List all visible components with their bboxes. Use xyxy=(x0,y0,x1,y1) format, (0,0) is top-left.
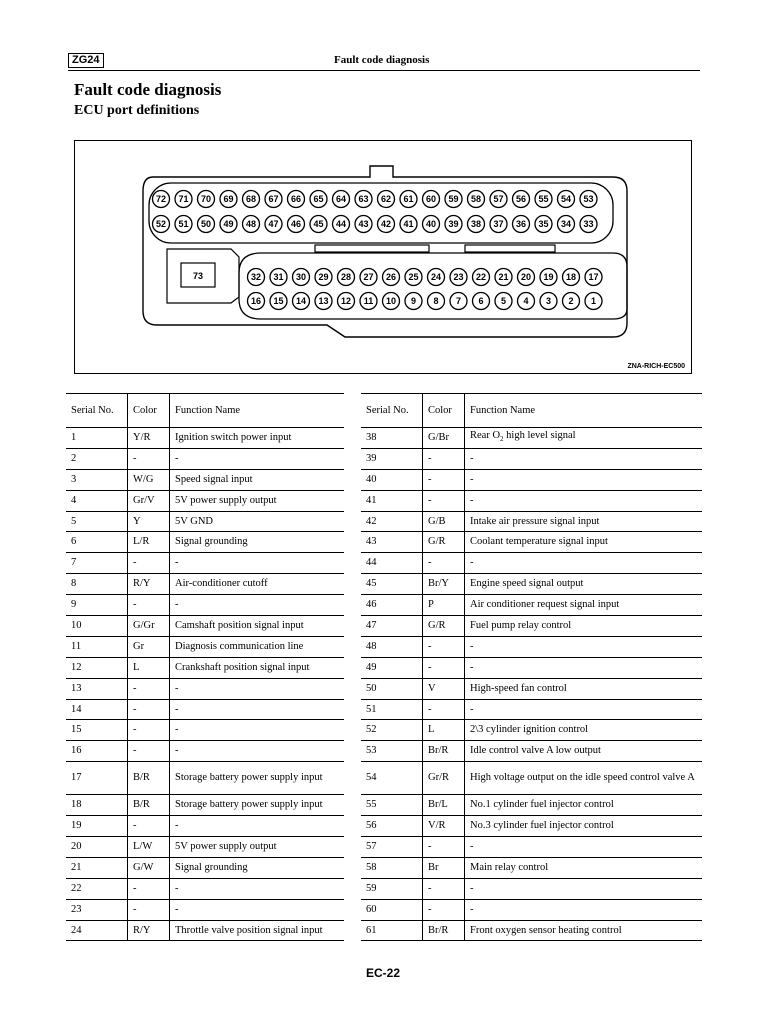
pin-number: 6 xyxy=(478,296,484,307)
table-row xyxy=(66,469,344,490)
function-cell: - xyxy=(465,837,703,858)
serial-cell: 55 xyxy=(361,795,423,816)
pin-number: 24 xyxy=(430,272,442,283)
function-cell: Fuel pump relay control xyxy=(465,616,703,637)
pin-number: 23 xyxy=(453,272,464,283)
function-cell: Main relay control xyxy=(465,857,703,878)
running-header-title: Fault code diagnosis xyxy=(334,54,430,66)
serial-cell: 48 xyxy=(361,636,423,657)
pin-number: 48 xyxy=(245,219,257,230)
serial-cell: 50 xyxy=(361,678,423,699)
serial-cell: 17 xyxy=(66,762,128,795)
table-row xyxy=(66,532,344,553)
pin-number: 69 xyxy=(223,194,234,205)
table-row xyxy=(66,553,344,574)
table-row xyxy=(361,795,702,816)
pin-number: 14 xyxy=(295,296,307,307)
pin-number: 7 xyxy=(455,296,462,307)
key-slot xyxy=(465,245,555,252)
color-cell: Br/R xyxy=(423,920,465,941)
serial-cell: 61 xyxy=(361,920,423,941)
table-row xyxy=(361,878,702,899)
pin-number: 57 xyxy=(493,194,504,205)
serial-cell: 22 xyxy=(66,878,128,899)
ecu-connector-diagram xyxy=(74,140,692,374)
pin-number: 61 xyxy=(403,194,414,205)
table-row xyxy=(361,720,702,741)
table-row xyxy=(66,574,344,595)
serial-cell: 43 xyxy=(361,532,423,553)
pin-number: 36 xyxy=(515,219,527,230)
color-cell: - xyxy=(128,448,170,469)
pin-number: 19 xyxy=(543,272,554,283)
color-cell: - xyxy=(423,448,465,469)
pin-73-label: 73 xyxy=(192,271,204,281)
serial-cell: 60 xyxy=(361,899,423,920)
color-cell: - xyxy=(423,553,465,574)
serial-cell: 23 xyxy=(66,899,128,920)
function-cell: 5V power supply output xyxy=(170,837,345,858)
function-subscript: 2 xyxy=(500,435,504,444)
function-cell: - xyxy=(465,469,703,490)
color-cell: - xyxy=(423,657,465,678)
color-cell: Y xyxy=(128,511,170,532)
page-subtitle: ECU port definitions xyxy=(74,103,200,118)
color-cell: B/R xyxy=(128,762,170,795)
table-row xyxy=(361,469,702,490)
color-cell: Br/L xyxy=(423,795,465,816)
pin-number: 13 xyxy=(318,296,329,307)
function-cell: Diagnosis communication line xyxy=(170,636,345,657)
color-cell: L xyxy=(128,657,170,678)
table-row xyxy=(361,595,702,616)
color-cell: L/R xyxy=(128,532,170,553)
table-row xyxy=(361,857,702,878)
serial-cell: 11 xyxy=(66,636,128,657)
pin-number: 15 xyxy=(273,296,284,307)
pin-number: 45 xyxy=(313,219,324,230)
function-cell: Signal grounding xyxy=(170,857,345,878)
pin-number: 2 xyxy=(568,296,574,307)
function-cell: Signal grounding xyxy=(170,532,345,553)
serial-cell: 53 xyxy=(361,741,423,762)
table-row xyxy=(361,699,702,720)
function-header: Function Name xyxy=(465,394,703,428)
color-cell: Gr/V xyxy=(128,490,170,511)
color-cell: L/W xyxy=(128,837,170,858)
function-cell: - xyxy=(170,878,345,899)
color-cell: - xyxy=(128,720,170,741)
function-cell: 5V power supply output xyxy=(170,490,345,511)
serial-cell: 24 xyxy=(66,920,128,941)
serial-header: Serial No. xyxy=(361,394,423,428)
port-table-right-body xyxy=(361,394,702,941)
serial-cell: 21 xyxy=(66,857,128,878)
function-cell: Intake air pressure signal input xyxy=(465,511,703,532)
serial-cell: 8 xyxy=(66,574,128,595)
table-row xyxy=(361,920,702,941)
table-row xyxy=(361,553,702,574)
serial-cell: 41 xyxy=(361,490,423,511)
pin-number: 8 xyxy=(433,296,439,307)
page-number: EC-22 xyxy=(366,966,401,980)
function-cell: Air conditioner request signal input xyxy=(465,595,703,616)
table-row xyxy=(66,762,344,795)
function-cell: - xyxy=(465,657,703,678)
pin-number: 62 xyxy=(380,194,392,205)
pin-number: 29 xyxy=(318,272,329,283)
function-cell: - xyxy=(170,699,345,720)
serial-cell: 3 xyxy=(66,469,128,490)
color-cell: - xyxy=(423,837,465,858)
function-cell: - xyxy=(170,899,345,920)
color-cell: P xyxy=(423,595,465,616)
color-cell: G/B xyxy=(423,511,465,532)
serial-cell: 47 xyxy=(361,616,423,637)
serial-cell: 46 xyxy=(361,595,423,616)
function-cell: - xyxy=(465,490,703,511)
page-title: Fault code diagnosis xyxy=(74,80,222,99)
serial-cell: 54 xyxy=(361,762,423,795)
pin-number: 31 xyxy=(273,272,284,283)
serial-cell: 56 xyxy=(361,816,423,837)
color-cell: G/W xyxy=(128,857,170,878)
serial-cell: 7 xyxy=(66,553,128,574)
pin-number: 1 xyxy=(590,296,597,307)
color-cell: - xyxy=(423,878,465,899)
color-cell: G/Gr xyxy=(128,616,170,637)
function-cell: Camshaft position signal input xyxy=(170,616,345,637)
serial-cell: 44 xyxy=(361,553,423,574)
color-cell: - xyxy=(128,553,170,574)
pin-number: 44 xyxy=(335,219,347,230)
function-cell: - xyxy=(465,699,703,720)
function-cell: Idle control valve A low output xyxy=(465,741,703,762)
table-row xyxy=(361,741,702,762)
table-row xyxy=(66,428,344,449)
pin-number: 47 xyxy=(268,219,279,230)
pin-number: 9 xyxy=(410,296,417,307)
function-cell: - xyxy=(170,720,345,741)
pin-number: 30 xyxy=(295,272,307,283)
function-text: Rear O xyxy=(470,430,501,442)
pin-number: 27 xyxy=(363,272,374,283)
color-cell: - xyxy=(128,595,170,616)
pin-number: 5 xyxy=(500,296,507,307)
table-row xyxy=(66,511,344,532)
table-row xyxy=(66,595,344,616)
table-row xyxy=(66,878,344,899)
pin-number: 21 xyxy=(498,272,509,283)
pin-number: 51 xyxy=(178,219,189,230)
table-row xyxy=(66,795,344,816)
color-cell: V/R xyxy=(423,816,465,837)
table-row xyxy=(361,837,702,858)
function-cell: - xyxy=(465,553,703,574)
function-cell: - xyxy=(465,636,703,657)
pin-number: 71 xyxy=(178,194,189,205)
serial-cell: 38 xyxy=(361,428,423,449)
pin-number: 35 xyxy=(538,219,549,230)
function-cell: Storage battery power supply input xyxy=(170,762,345,795)
pin-number: 55 xyxy=(538,194,549,205)
function-cell xyxy=(465,428,703,449)
function-cell: - xyxy=(170,741,345,762)
serial-cell: 39 xyxy=(361,448,423,469)
port-table-left xyxy=(66,393,344,941)
serial-cell: 19 xyxy=(66,816,128,837)
function-cell: Ignition switch power input xyxy=(170,428,345,449)
color-cell: - xyxy=(423,699,465,720)
function-cell: 5V GND xyxy=(170,511,345,532)
pin-number: 11 xyxy=(363,296,374,307)
function-cell: No.3 cylinder fuel injector control xyxy=(465,816,703,837)
serial-cell: 16 xyxy=(66,741,128,762)
table-row xyxy=(66,678,344,699)
color-cell: - xyxy=(128,816,170,837)
pin-array xyxy=(153,191,603,310)
pin-number: 18 xyxy=(565,272,577,283)
table-row xyxy=(361,636,702,657)
serial-cell: 13 xyxy=(66,678,128,699)
table-row xyxy=(66,636,344,657)
serial-cell: 1 xyxy=(66,428,128,449)
color-cell: L xyxy=(423,720,465,741)
table-row xyxy=(361,511,702,532)
color-cell: Br/Y xyxy=(423,574,465,595)
function-cell: - xyxy=(465,878,703,899)
serial-cell: 51 xyxy=(361,699,423,720)
pin-number: 3 xyxy=(545,296,552,307)
table-row xyxy=(361,678,702,699)
pin-number: 56 xyxy=(515,194,527,205)
pin-number: 63 xyxy=(358,194,369,205)
pin-number: 46 xyxy=(290,219,302,230)
function-cell: High voltage output on the idle speed control valve A xyxy=(465,762,703,795)
color-header: Color xyxy=(423,394,465,428)
pin-number: 26 xyxy=(385,272,397,283)
color-cell: G/Br xyxy=(423,428,465,449)
function-cell: - xyxy=(170,595,345,616)
pin-number: 32 xyxy=(250,272,262,283)
function-cell: Air-conditioner cutoff xyxy=(170,574,345,595)
pin-number: 38 xyxy=(470,219,482,230)
function-cell: Coolant temperature signal input xyxy=(465,532,703,553)
color-cell: Gr/R xyxy=(423,762,465,795)
color-header: Color xyxy=(128,394,170,428)
table-row xyxy=(66,920,344,941)
serial-cell: 9 xyxy=(66,595,128,616)
color-cell: G/R xyxy=(423,532,465,553)
function-cell: Engine speed signal output xyxy=(465,574,703,595)
function-cell: - xyxy=(465,448,703,469)
serial-cell: 18 xyxy=(66,795,128,816)
color-cell: Br xyxy=(423,857,465,878)
pin-number: 59 xyxy=(448,194,459,205)
color-cell: Br/R xyxy=(423,741,465,762)
serial-cell: 12 xyxy=(66,657,128,678)
serial-cell: 14 xyxy=(66,699,128,720)
serial-cell: 42 xyxy=(361,511,423,532)
model-code-box: ZG24 xyxy=(68,53,104,68)
pin-number: 40 xyxy=(425,219,437,230)
serial-cell: 52 xyxy=(361,720,423,741)
function-cell: - xyxy=(170,448,345,469)
pin-number: 72 xyxy=(155,194,167,205)
table-row xyxy=(66,490,344,511)
table-row xyxy=(66,699,344,720)
table-row xyxy=(361,532,702,553)
color-cell: - xyxy=(128,699,170,720)
color-cell: - xyxy=(128,899,170,920)
table-row xyxy=(66,899,344,920)
function-header: Function Name xyxy=(170,394,345,428)
function-cell: No.1 cylinder fuel injector control xyxy=(465,795,703,816)
function-cell: Storage battery power supply input xyxy=(170,795,345,816)
connector-drawing xyxy=(75,141,691,373)
pin-number: 66 xyxy=(290,194,302,205)
pin-number: 60 xyxy=(425,194,437,205)
color-cell: - xyxy=(423,469,465,490)
pin-number: 42 xyxy=(380,219,392,230)
function-cell: - xyxy=(170,816,345,837)
pin-number: 16 xyxy=(250,296,262,307)
table-row xyxy=(66,741,344,762)
serial-cell: 6 xyxy=(66,532,128,553)
function-cell: - xyxy=(170,678,345,699)
serial-header: Serial No. xyxy=(66,394,128,428)
table-row xyxy=(66,616,344,637)
serial-cell: 57 xyxy=(361,837,423,858)
table-row xyxy=(361,490,702,511)
function-cell: - xyxy=(465,899,703,920)
color-cell: - xyxy=(423,490,465,511)
table-row xyxy=(66,857,344,878)
table-row xyxy=(361,816,702,837)
pin-number: 4 xyxy=(523,296,529,307)
key-slot xyxy=(315,245,429,252)
function-cell: High-speed fan control xyxy=(465,678,703,699)
function-cell: 2\3 cylinder ignition control xyxy=(465,720,703,741)
serial-cell: 59 xyxy=(361,878,423,899)
serial-cell: 45 xyxy=(361,574,423,595)
table-row xyxy=(361,899,702,920)
table-row xyxy=(361,448,702,469)
color-cell: G/R xyxy=(423,616,465,637)
pin-number: 41 xyxy=(403,219,414,230)
pin-number: 39 xyxy=(448,219,459,230)
pin-number: 17 xyxy=(588,272,599,283)
pin-number: 64 xyxy=(335,194,347,205)
serial-cell: 4 xyxy=(66,490,128,511)
color-cell: W/G xyxy=(128,469,170,490)
function-cell: Speed signal input xyxy=(170,469,345,490)
color-cell: B/R xyxy=(128,795,170,816)
color-cell: R/Y xyxy=(128,574,170,595)
color-cell: Gr xyxy=(128,636,170,657)
table-row xyxy=(361,574,702,595)
color-cell: - xyxy=(128,741,170,762)
color-cell: - xyxy=(423,899,465,920)
pin-number: 34 xyxy=(560,219,572,230)
pin-number: 52 xyxy=(155,219,167,230)
table-row xyxy=(361,616,702,637)
serial-cell: 15 xyxy=(66,720,128,741)
pin-number: 67 xyxy=(268,194,279,205)
pin-number: 33 xyxy=(583,219,594,230)
pin-number: 49 xyxy=(223,219,234,230)
port-table-right xyxy=(361,393,702,941)
pin-number: 68 xyxy=(245,194,257,205)
port-table-left-body xyxy=(66,394,344,941)
serial-cell: 40 xyxy=(361,469,423,490)
pin-number: 22 xyxy=(475,272,487,283)
color-cell: Y/R xyxy=(128,428,170,449)
table-row xyxy=(66,448,344,469)
table-row xyxy=(361,762,702,795)
pin-number: 50 xyxy=(200,219,212,230)
table-header-row xyxy=(66,394,344,428)
running-header xyxy=(68,52,700,71)
pin-number: 28 xyxy=(340,272,352,283)
function-cell: Throttle valve position signal input xyxy=(170,920,345,941)
function-cell: Crankshaft position signal input xyxy=(170,657,345,678)
pin-number: 25 xyxy=(408,272,419,283)
color-cell: V xyxy=(423,678,465,699)
serial-cell: 5 xyxy=(66,511,128,532)
pin-number: 20 xyxy=(520,272,532,283)
color-cell: - xyxy=(128,878,170,899)
serial-cell: 10 xyxy=(66,616,128,637)
color-cell: - xyxy=(128,678,170,699)
serial-cell: 58 xyxy=(361,857,423,878)
pin-number: 10 xyxy=(385,296,397,307)
pin-number: 65 xyxy=(313,194,324,205)
color-cell: - xyxy=(423,636,465,657)
pin-number: 12 xyxy=(340,296,352,307)
serial-cell: 49 xyxy=(361,657,423,678)
pin-number: 70 xyxy=(200,194,212,205)
function-cell: Front oxygen sensor heating control xyxy=(465,920,703,941)
diagram-reference: ZNA-RICH-EC500 xyxy=(627,363,685,370)
function-text: high level signal xyxy=(503,430,576,442)
pin-number: 58 xyxy=(470,194,482,205)
table-row xyxy=(361,657,702,678)
table-row xyxy=(66,816,344,837)
pin-number: 43 xyxy=(358,219,369,230)
color-cell: R/Y xyxy=(128,920,170,941)
function-cell: - xyxy=(170,553,345,574)
pin-number: 37 xyxy=(493,219,504,230)
table-row xyxy=(361,428,702,449)
serial-cell: 2 xyxy=(66,448,128,469)
table-row xyxy=(66,657,344,678)
table-row xyxy=(66,837,344,858)
pin-number: 54 xyxy=(560,194,572,205)
table-row xyxy=(66,720,344,741)
table-header-row xyxy=(361,394,702,428)
serial-cell: 20 xyxy=(66,837,128,858)
pin-number: 53 xyxy=(583,194,594,205)
